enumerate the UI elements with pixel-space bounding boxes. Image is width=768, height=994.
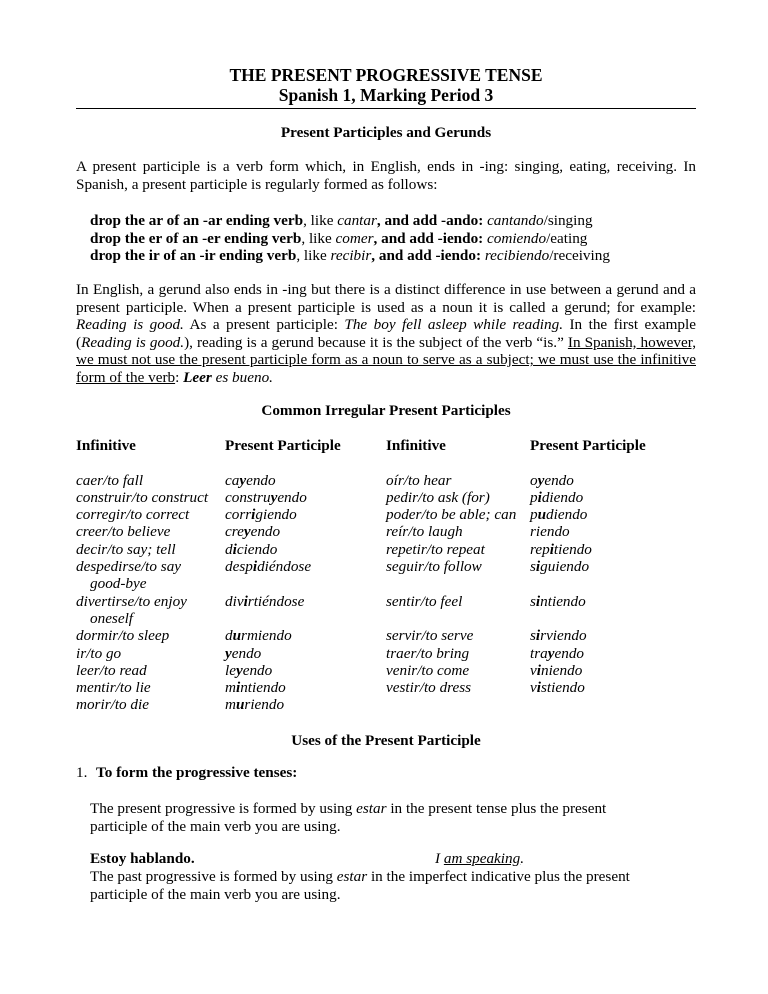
participle-entry [225, 610, 341, 627]
rule-part-verb: comer [335, 229, 374, 247]
rule-part-part: recibiendo [484, 247, 550, 265]
irregular-letter: u [537, 506, 547, 524]
participle-part: o [530, 471, 538, 489]
gerund-example-leer: Leer [183, 368, 212, 386]
gerund-text-2: As a present participle: [183, 316, 345, 334]
infinitive-entry: reír/to laugh [386, 523, 463, 541]
participle-entry [225, 627, 341, 644]
irregular-letter: i [243, 592, 248, 610]
participle-entry [530, 472, 646, 489]
infinitive-entry: corregir/to correct [76, 506, 190, 524]
infinitive-entry: repetir/to repeat [386, 540, 485, 558]
irregular-letter: y [225, 644, 232, 662]
participle-part: p [530, 506, 538, 524]
participle-entry [530, 489, 646, 506]
formation-rules-list [90, 212, 610, 265]
gerund-rule-underlined: In Spanish, however, we must not use the present participle form as a noun to serve as a subject; we must use the infinitive form of the verb [76, 333, 696, 386]
formation-rule [90, 212, 610, 230]
gerund-example-2: The boy fell asleep while reading. [344, 316, 564, 334]
participle-part: ciendo [236, 540, 278, 558]
rule-part-verb: recibir [330, 247, 372, 265]
participle-entry [225, 662, 341, 679]
irregular-letter: i [536, 679, 541, 697]
infinitive-entry [386, 575, 516, 592]
example-spanish: Estoy hablando. [90, 850, 195, 867]
irregular-letter: y [537, 471, 545, 489]
column-header: Present Participle [225, 437, 341, 454]
irregular-letter: i [549, 540, 554, 558]
participle-part: v [530, 679, 537, 697]
irregular-letter: u [232, 627, 242, 645]
rule-part-d: : [475, 247, 485, 265]
participle-part: riendo [244, 696, 285, 714]
participle-part: endo [250, 523, 281, 541]
column-left-infinitives [76, 437, 208, 714]
participle-entry [225, 506, 341, 523]
participle-part: v [530, 661, 537, 679]
document-title: THE PRESENT PROGRESSIVE TENSE [229, 65, 543, 85]
rule-part-d: : [478, 212, 488, 229]
section-heading-participles: Present Participles and Gerunds [280, 124, 492, 141]
participle-part: stiendo [540, 679, 585, 697]
right-participle-list [530, 472, 646, 697]
participle-part: s [530, 592, 536, 610]
participle-part: ntiendo [240, 679, 286, 697]
rule-part-a: drop the ir of an -ir ending verb [90, 247, 297, 265]
participle-part: riendo [530, 523, 570, 541]
example-sentence [90, 850, 650, 868]
participle-part: niendo [540, 661, 583, 679]
right-infinitive-list [386, 472, 516, 697]
left-infinitive-list [76, 472, 208, 714]
participle-entry [530, 506, 646, 523]
participle-part: rmiendo [241, 627, 292, 645]
rule-part-e: /receiving [549, 247, 610, 265]
participle-part: endo [544, 471, 574, 489]
use-1-heading [76, 764, 297, 782]
intro-paragraph: A present participle is a verb form which, in English, ends in -ing: singing, eating, receiving. In Spanish, a present participle is regularly formed as follows: [76, 158, 696, 193]
use-1-title: To form the progressive tenses: [96, 764, 298, 781]
use-1-estar: estar [356, 800, 387, 817]
participle-part: cre [225, 523, 244, 541]
irregular-letter: y [547, 644, 555, 662]
irregular-letter: i [535, 592, 541, 610]
infinitive-entry: caer/to fall [76, 471, 144, 489]
infinitive-entry: construir/to construct [76, 488, 209, 506]
participle-part: giendo [255, 506, 297, 524]
irregular-letter: i [535, 558, 541, 576]
infinitive-entry: poder/to be able; can [386, 506, 517, 524]
participle-entry [530, 558, 646, 575]
section-heading-irregular: Common Irregular Present Participles [261, 402, 511, 419]
participle-part: guiendo [540, 558, 590, 576]
participle-part: m [225, 679, 236, 697]
participle-entry [225, 679, 341, 696]
irregular-letter: y [239, 471, 247, 489]
irregular-letter: u [235, 696, 245, 714]
infinitive-entry: mentir/to lie [76, 679, 151, 697]
infinitive-entry: ir/to go [76, 644, 122, 662]
title-block [76, 65, 696, 105]
participle-part: tra [530, 644, 548, 662]
participle-part: endo [242, 661, 273, 679]
participle-entry [530, 645, 646, 662]
title-divider [76, 108, 696, 109]
participle-part: m [225, 696, 236, 714]
rule-part-c: , and add -iendo [373, 229, 479, 247]
irregular-letter: i [251, 506, 256, 524]
use-1-number: 1. [76, 764, 88, 781]
use-1-text-rest: in the present tense plus the present participle of the main verb you are using. [90, 800, 607, 835]
column-left-participles [225, 437, 341, 714]
rule-part-a: drop the er of an -er ending verb [90, 229, 302, 247]
infinitive-entry [386, 610, 516, 627]
column-right-participles [530, 437, 646, 696]
participle-entry [225, 696, 341, 713]
irregular-letter: i [232, 540, 237, 558]
example-english-c: . [520, 850, 525, 867]
irregular-letter: i [252, 558, 258, 576]
participle-part: tiendo [553, 540, 592, 558]
participle-part: desp [225, 558, 253, 576]
column-header: Present Participle [530, 437, 646, 454]
infinitive-entry: vestir/to dress [386, 679, 472, 697]
participle-part: rviendo [540, 627, 587, 645]
rule-part-b: , like [301, 229, 336, 247]
participle-entry [530, 523, 646, 540]
infinitive-entry: traer/to bring [386, 644, 470, 662]
participle-part: s [530, 627, 536, 645]
infinitive-entry: sentir/to feel [386, 592, 463, 610]
participle-entry [530, 593, 646, 610]
gerund-text-4: ), reading is a gerund because it is the subject of the verb “is.” [184, 333, 568, 351]
infinitive-entry: oneself [90, 609, 134, 627]
irregular-letter: i [537, 488, 542, 506]
rule-part-part: cantando [487, 212, 544, 229]
rule-part-part: comiendo [487, 229, 547, 247]
gerund-text-3: In the first example ( [76, 316, 696, 351]
participle-part: le [225, 661, 236, 679]
example-english-a: I [435, 850, 444, 867]
infinitive-entry: venir/to come [386, 661, 470, 679]
infinitive-entry: pedir/to ask (for) [386, 488, 490, 506]
left-participle-list [225, 472, 341, 714]
rule-part-a: drop the ar of an -ar ending verb [90, 212, 304, 229]
rule-part-verb: cantar [337, 212, 377, 229]
gerund-text-1: In English, a gerund also ends in -ing but there is a distinct difference in use between a gerund and a present participle. When a present participle is used as a noun it is called a gerund; for example: [76, 281, 696, 316]
rule-part-c: , and add -iendo [371, 247, 476, 265]
use-1-past-estar: estar [336, 868, 368, 885]
gerund-text-5: : [175, 368, 184, 386]
participle-entry [530, 627, 646, 644]
document-subtitle: Spanish 1, Marking Period 3 [278, 85, 494, 105]
participle-entry [225, 593, 341, 610]
column-header: Infinitive [76, 437, 136, 454]
participle-part: constru [225, 488, 271, 506]
participle-entry [225, 575, 341, 592]
participle-part: d [225, 627, 233, 645]
infinitive-entry: decir/to say; tell [76, 540, 176, 558]
infinitive-entry: morir/to die [76, 696, 149, 714]
infinitive-entry: leer/to read [76, 661, 147, 679]
formation-rule [90, 247, 610, 265]
example-english [435, 850, 524, 868]
infinitive-entry: oír/to hear [386, 471, 452, 489]
rule-part-b: , like [303, 212, 338, 229]
infinitive-entry: seguir/to follow [386, 558, 482, 576]
rule-part-b: , like [296, 247, 331, 265]
participle-part: s [530, 558, 536, 576]
participle-entry [225, 472, 341, 489]
participle-entry [530, 575, 646, 592]
infinitive-entry: despedirse/to say [76, 558, 182, 576]
gerund-paragraph [76, 281, 696, 387]
participle-part: ca [225, 471, 240, 489]
rule-part-c: , and add -ando [376, 212, 479, 229]
use-1-past-text: The past progressive is formed by using [90, 868, 337, 885]
participle-entry [530, 610, 646, 627]
infinitive-entry: servir/to serve [386, 627, 474, 645]
irregular-letter: y [270, 488, 278, 506]
participle-part: diendo [546, 506, 588, 524]
participle-entry [225, 489, 341, 506]
rule-part-e: /eating [546, 229, 588, 247]
participle-entry [225, 541, 341, 558]
irregular-letter: i [535, 627, 541, 645]
irregular-letter: y [235, 661, 243, 679]
irregular-letter: y [243, 523, 251, 541]
gerund-example-3: Reading is good. [81, 333, 185, 351]
gerund-example-1: Reading is good. [76, 316, 184, 334]
participle-entry [225, 645, 341, 662]
use-1-present-progressive [90, 800, 650, 835]
participle-part: d [225, 540, 233, 558]
participle-entry [225, 523, 341, 540]
participle-entry [225, 558, 341, 575]
participle-part: rep [530, 540, 550, 558]
section-heading-uses: Uses of the Present Participle [291, 732, 481, 749]
infinitive-entry: dormir/to sleep [76, 627, 170, 645]
formation-rule [90, 230, 610, 248]
rule-part-d: : [478, 229, 488, 247]
participle-part: endo [277, 488, 307, 506]
participle-entry [530, 679, 646, 696]
column-header: Infinitive [386, 437, 446, 454]
participle-part: div [225, 592, 244, 610]
participle-entry [530, 541, 646, 558]
participle-part: endo [246, 471, 276, 489]
gerund-example-rest: es bueno. [211, 368, 273, 386]
column-right-infinitives [386, 437, 516, 696]
use-1-text: The present progressive is formed by using [90, 800, 357, 817]
irregular-letter: i [235, 679, 241, 697]
rule-part-e: /singing [543, 212, 593, 229]
participle-part: ntiendo [540, 592, 586, 610]
participle-part: endo [554, 644, 585, 662]
use-1-past-progressive [90, 868, 650, 903]
infinitive-entry: good-bye [90, 575, 147, 593]
infinitive-entry: divertirse/to enjoy [76, 592, 187, 610]
irregular-letter: i [536, 661, 541, 679]
participle-part: rtiéndose [247, 592, 305, 610]
participle-entry [530, 662, 646, 679]
participle-part: diendo [541, 488, 584, 506]
use-1-past-text-rest: in the imperfect indicative plus the present participle of the main verb you are using. [90, 868, 630, 903]
infinitive-entry: creer/to believe [76, 523, 171, 541]
participle-part: endo [231, 644, 262, 662]
example-english-underlined: am speaking [443, 850, 521, 867]
participle-part: diéndose [257, 558, 312, 576]
participle-part: corr [225, 506, 252, 524]
participle-part: p [530, 488, 538, 506]
